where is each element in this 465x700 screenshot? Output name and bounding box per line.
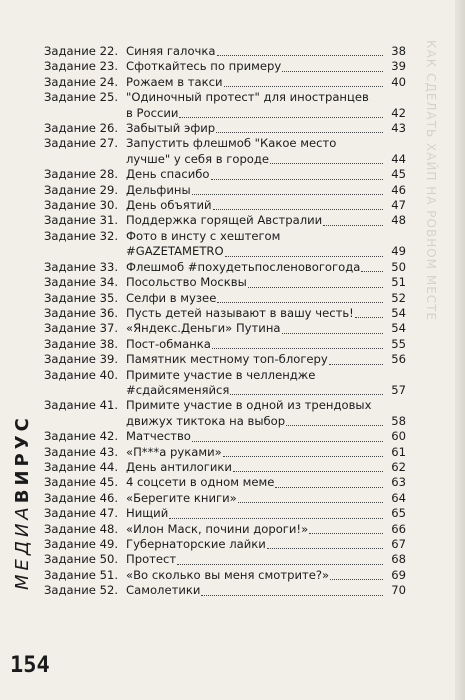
toc-entry-title: Фото в инсту с хештегом — [126, 228, 281, 243]
toc-entry-title: Самолетики — [126, 583, 201, 598]
dot-leader — [169, 518, 383, 519]
dot-leader — [213, 209, 383, 210]
toc-entry-title: Матчество — [126, 429, 191, 444]
side-brand — [12, 414, 33, 590]
toc-entry-title: Дельфины — [126, 182, 191, 197]
toc-entry-title: «Берегите книги» — [126, 490, 237, 505]
toc-entry-page: 63 — [391, 475, 406, 490]
toc-entry — [44, 121, 406, 136]
toc-entry-number: Задание 43. — [44, 444, 119, 459]
dot-leader — [330, 579, 383, 580]
page-number: 154 — [10, 653, 50, 678]
toc-entry — [44, 368, 406, 383]
toc-entry-number: Задание 45. — [44, 475, 119, 490]
toc-entry-page: 50 — [391, 259, 406, 274]
toc-entry-number: Задание 38. — [44, 336, 119, 351]
toc-entry-number: Задание 30. — [44, 198, 119, 213]
toc-entry — [44, 183, 406, 198]
dot-leader — [192, 441, 383, 442]
toc-entry — [44, 475, 406, 490]
toc-entry-title: #сдайсяменяйся — [126, 382, 230, 397]
toc-entry-page: 43 — [391, 121, 406, 136]
toc-entry-page: 66 — [391, 521, 406, 536]
dot-leader — [177, 564, 383, 565]
toc-entry-page: 65 — [391, 506, 406, 521]
dot-leader — [267, 548, 383, 549]
toc-entry-number: Задание 42. — [44, 429, 119, 444]
toc-entry-continuation — [44, 244, 406, 259]
toc-entry-page: 67 — [391, 537, 406, 551]
toc-entry-page: 61 — [391, 444, 406, 459]
toc-entry-page: 52 — [391, 290, 406, 305]
toc-entry-page: 57 — [391, 382, 406, 397]
toc-entry — [44, 352, 406, 367]
toc-entry-page: 45 — [391, 167, 406, 182]
dot-leader — [216, 132, 383, 133]
dot-leader — [361, 271, 383, 272]
toc-entry-title: движух тиктока на выбор — [126, 413, 286, 428]
dot-leader — [286, 425, 383, 426]
toc-entry-number: Задание 26. — [44, 121, 119, 136]
toc-entry-number: Задание 48. — [44, 521, 119, 536]
dot-leader — [329, 364, 383, 365]
toc-entry-page: 68 — [391, 552, 406, 567]
toc-entry — [44, 75, 406, 90]
toc-entry-page: 48 — [391, 213, 406, 228]
bleed-through-text: КАК СДЕЛАТЬ ХАЙП НА РОВНОМ МЕСТЕ — [424, 40, 438, 322]
toc-entry-title: Забытый эфир — [126, 121, 216, 136]
toc-entry-title: Памятник местному топ-блогеру — [126, 352, 328, 367]
toc-entry-number: Задание 39. — [44, 352, 119, 367]
toc-entry — [44, 445, 406, 460]
table-of-contents — [44, 44, 406, 599]
toc-entry-page: 56 — [391, 352, 406, 367]
dot-leader — [211, 179, 384, 180]
toc-entry-continuation — [44, 383, 406, 398]
toc-entry-title: #GAZETAMETRO — [126, 244, 224, 259]
toc-entry — [44, 491, 406, 506]
dot-leader — [179, 117, 383, 118]
toc-entry-number: Задание 31. — [44, 213, 119, 228]
dot-leader — [192, 194, 383, 195]
toc-entry-page: 39 — [391, 59, 406, 74]
toc-entry-page: 42 — [391, 105, 406, 120]
toc-entry-title: 4 соцсети в одном меме — [126, 475, 275, 490]
toc-entry — [44, 213, 406, 228]
toc-entry-page: 47 — [391, 198, 406, 213]
dot-leader — [233, 471, 383, 472]
toc-entry-number: Задание 46. — [44, 490, 119, 505]
dot-leader — [223, 456, 383, 457]
brand-part-media: МЕДИА — [12, 503, 33, 590]
toc-entry-title: Пусть детей называют в вашу честь! — [126, 305, 354, 320]
toc-entry-title: День спасибо — [126, 167, 210, 182]
toc-entry-title: «Яндекс.Деньги» Путина — [126, 321, 281, 336]
toc-entry — [44, 321, 406, 336]
dot-leader — [270, 163, 383, 164]
toc-entry-title: Нищий — [126, 506, 169, 521]
toc-entry-page: 54 — [391, 321, 406, 336]
toc-entry — [44, 229, 406, 244]
toc-entry-number: Задание 40. — [44, 367, 119, 382]
toc-entry-number: Задание 44. — [44, 459, 119, 474]
toc-entry-title: «Во сколько вы меня смотрите?» — [126, 567, 330, 582]
toc-entry — [44, 568, 406, 583]
toc-entry-number: Задание 52. — [44, 583, 119, 598]
toc-entry — [44, 44, 406, 59]
toc-entry — [44, 460, 406, 475]
page-edge — [455, 0, 465, 700]
toc-entry-page: 55 — [391, 336, 406, 351]
toc-entry-title: День объятий — [126, 198, 212, 213]
toc-entry-number: Задание 29. — [44, 182, 119, 197]
toc-entry-number: Задание 36. — [44, 305, 119, 320]
toc-entry-number: Задание 49. — [44, 537, 119, 551]
dot-leader — [230, 394, 383, 395]
toc-entry-title: День антилогики — [126, 459, 232, 474]
toc-entry-page: 60 — [391, 429, 406, 444]
toc-entry — [44, 522, 406, 537]
toc-entry-title: Запустить флешмоб "Какое место — [126, 136, 337, 151]
dot-leader — [225, 256, 383, 257]
toc-entry-number: Задание 25. — [44, 90, 119, 105]
dot-leader — [355, 317, 383, 318]
toc-entry — [44, 291, 406, 306]
dot-leader — [212, 348, 383, 349]
toc-entry — [44, 306, 406, 321]
toc-entry-continuation — [44, 106, 406, 121]
toc-entry-title: «П***а руками» — [126, 444, 222, 459]
toc-entry-page: 69 — [391, 567, 406, 582]
toc-entry — [44, 90, 406, 105]
toc-entry — [44, 552, 406, 567]
toc-entry-page: 58 — [391, 413, 406, 428]
dot-leader — [275, 487, 383, 488]
toc-entry-page: 51 — [391, 275, 406, 290]
toc-entry-number: Задание 27. — [44, 136, 119, 151]
toc-entry-page: 54 — [391, 305, 406, 320]
toc-entry-title: Посольство Москвы — [126, 275, 247, 290]
toc-entry-title: «Илон Маск, почини дороги!» — [126, 521, 309, 536]
toc-entry-number: Задание 33. — [44, 259, 119, 274]
toc-entry-number: Задание 23. — [44, 59, 119, 74]
toc-entry — [44, 136, 406, 151]
dot-leader — [282, 333, 383, 334]
toc-entry-number: Задание 28. — [44, 167, 119, 182]
toc-entry-number: Задание 35. — [44, 290, 119, 305]
dot-leader — [217, 55, 383, 56]
toc-entry-title: Селфи в музее — [126, 290, 217, 305]
toc-entry-page: 49 — [391, 244, 406, 259]
toc-entry — [44, 337, 406, 352]
toc-entry-title: Протест — [126, 552, 177, 567]
dot-leader — [282, 71, 383, 72]
toc-entry-title: Поддержка горящей Австралии — [126, 213, 323, 228]
toc-entry-title: Флешмоб #похудетьпосленовогогода — [126, 259, 361, 274]
toc-entry — [44, 260, 406, 275]
toc-entry — [44, 275, 406, 290]
toc-entry-number: Задание 34. — [44, 275, 119, 290]
toc-entry — [44, 429, 406, 444]
toc-entry-continuation — [44, 414, 406, 429]
toc-entry-number: Задание 32. — [44, 228, 119, 243]
toc-entry-number: Задание 47. — [44, 506, 119, 521]
dot-leader — [238, 502, 383, 503]
toc-entry — [44, 398, 406, 413]
toc-entry-title: "Одиночный протест" для иностранцев — [126, 90, 369, 105]
toc-entry — [44, 583, 406, 598]
toc-entry-title: Пост-обманка — [126, 336, 211, 351]
toc-entry-page: 64 — [391, 490, 406, 505]
toc-entry-continuation — [44, 152, 406, 167]
toc-entry — [44, 198, 406, 213]
toc-entry — [44, 59, 406, 74]
toc-entry-title: Синяя галочка — [126, 44, 216, 58]
toc-entry — [44, 537, 406, 552]
toc-entry-title: Примите участие в одной из трендовых — [126, 398, 372, 413]
brand-part-virus: ВИРУС — [12, 414, 33, 504]
toc-entry-number: Задание 24. — [44, 74, 119, 89]
toc-entry-title: лучше" у себя в городе — [126, 151, 270, 166]
toc-entry-number: Задание 51. — [44, 567, 119, 582]
toc-entry-number: Задание 50. — [44, 552, 119, 567]
toc-entry-title: Сфоткайтесь по примеру — [126, 59, 282, 74]
dot-leader — [309, 533, 383, 534]
dot-leader — [217, 302, 383, 303]
toc-entry-page: 40 — [391, 74, 406, 89]
toc-entry — [44, 506, 406, 521]
toc-entry-title: Примите участие в челлендже — [126, 367, 316, 382]
toc-entry — [44, 167, 406, 182]
toc-entry-number: Задание 22. — [44, 44, 119, 58]
toc-entry-number: Задание 37. — [44, 321, 119, 336]
toc-entry-title: в России — [126, 105, 179, 120]
toc-entry-page: 46 — [391, 182, 406, 197]
dot-leader — [248, 287, 383, 288]
toc-entry-number: Задание 41. — [44, 398, 119, 413]
dot-leader — [323, 225, 383, 226]
dot-leader — [224, 86, 384, 87]
toc-entry-page: 44 — [391, 151, 406, 166]
toc-entry-title: Рожаем в такси — [126, 74, 223, 89]
toc-entry-title: Губернаторские лайки — [126, 537, 266, 551]
toc-entry-page: 62 — [391, 459, 406, 474]
dot-leader — [201, 595, 383, 596]
toc-entry-page: 38 — [391, 44, 406, 58]
toc-entry-page: 70 — [391, 583, 406, 598]
